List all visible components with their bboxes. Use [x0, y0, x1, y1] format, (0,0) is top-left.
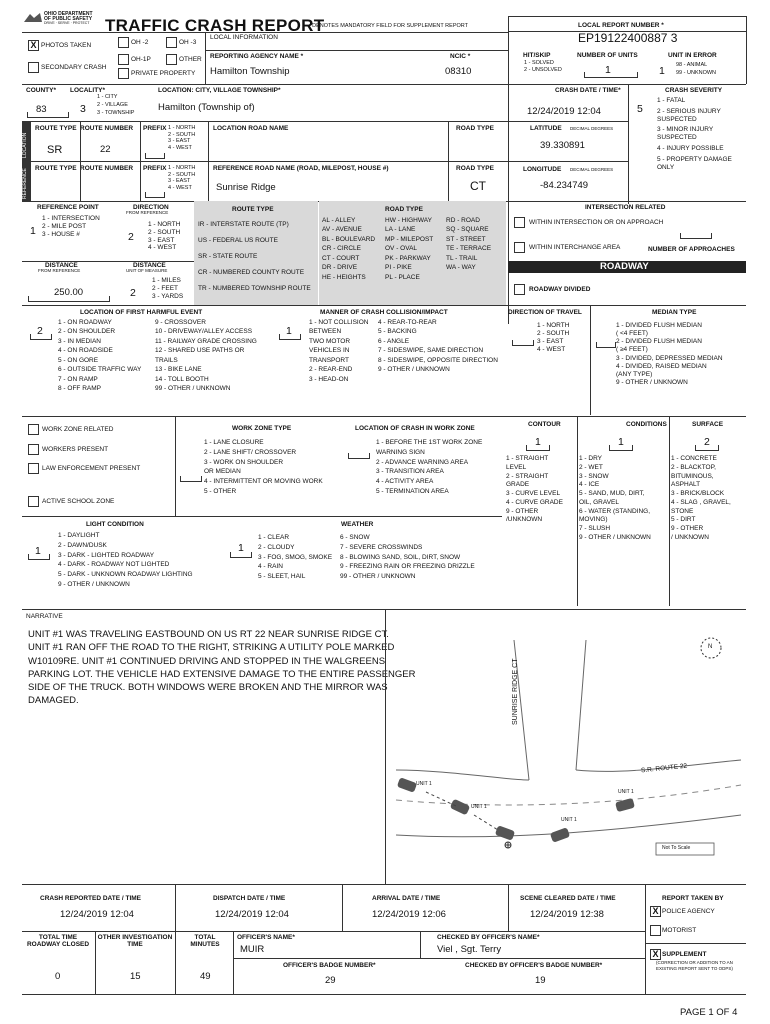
- location-road-type-label: ROAD TYPE: [456, 125, 494, 132]
- longitude-value: -84.234749: [540, 180, 589, 191]
- oh3-label: OH -3: [179, 39, 197, 46]
- logo-line-3: DRIVE · SERVE · PROTECT: [44, 21, 90, 25]
- logo-emblem-icon: [22, 12, 44, 26]
- oh1p-label: OH-1P: [131, 56, 151, 63]
- work-zone-location-label: LOCATION OF CRASH IN WORK ZONE: [355, 425, 475, 432]
- cleared-label: SCENE CLEARED DATE / TIME: [520, 895, 616, 902]
- dispatch-label: DISPATCH DATE / TIME: [213, 895, 286, 902]
- workers-present-checkbox[interactable]: [28, 444, 39, 455]
- ncic-value: 08310: [445, 66, 472, 77]
- county-value: 83: [36, 104, 47, 115]
- ref-road-name-label: REFERENCE ROAD NAME (ROAD, MILEPOST, HOUSE #): [213, 165, 389, 172]
- ref-road-type-label: ROAD TYPE: [456, 165, 494, 172]
- unit-error-label: UNIT IN ERROR: [668, 52, 717, 59]
- direction-options: 1 - NORTH 2 - SOUTH 3 - EAST 4 - WEST: [148, 221, 181, 252]
- checked-by-name-label: CHECKED BY OFFICER'S NAME*: [437, 934, 540, 941]
- unit-label-1: UNIT 1: [416, 781, 432, 787]
- street-label-vertical: SUNRISE RIDGE CT: [512, 658, 519, 725]
- conditions-label: CONDITIONS: [626, 421, 667, 428]
- local-report-number: EP19122400887 3: [578, 31, 678, 45]
- unit-marker-4: [550, 827, 570, 843]
- prefix-label: PREFIX: [143, 125, 167, 132]
- unit-error-98: 98 - ANIMAL: [676, 62, 708, 68]
- surface-options: 1 - CONCRETE 2 - BLACKTOP, BITUMINOUS, ASPHALT 3 - BRICK/BLOCK 4 - SLAG , GRAVEL, STONE 5 - DIRT 9 - OTHER / UNKNOWN: [671, 455, 731, 541]
- direction-travel-options: 1 - NORTH 2 - SOUTH 3 - EAST 4 - WEST: [537, 322, 570, 354]
- weather-value: 1: [238, 542, 244, 554]
- harmful-event-value: 2: [37, 325, 43, 337]
- other-checkbox[interactable]: [166, 54, 177, 65]
- agency-name: Hamilton Township: [210, 66, 290, 77]
- within-interchange-label: WITHIN INTERCHANGE AREA: [529, 244, 621, 251]
- work-zone-location-options: 1 - BEFORE THE 1ST WORK ZONE WARNING SIGN 2 - ADVANCE WARNING AREA 3 - TRANSITION AREA 4 - ACTIVITY AREA 5 - TERMINATION AREA: [376, 439, 483, 495]
- latitude-sub: DECIMAL DEGREES: [570, 126, 614, 131]
- locality-value: 3: [80, 103, 86, 115]
- logo-line-2: OF PUBLIC SAFETY: [44, 16, 93, 22]
- work-zone-type-label: WORK ZONE TYPE: [232, 425, 292, 432]
- locality-opt3: 3 - TOWNSHIP: [97, 110, 135, 116]
- ref-road-type-value: CT: [470, 179, 486, 193]
- locality-opt1: 1 - CITY: [97, 94, 118, 100]
- arrival-value: 12/24/2019 12:06: [372, 909, 446, 920]
- work-zone-type-options: 1 - LANE CLOSURE 2 - LANE SHIFT/ CROSSOVER 3 - WORK ON SHOULDER OR MEDIAN 4 - INTERMITTENT OR MOVING WORK 5 - OTHER: [204, 439, 323, 495]
- private-property-checkbox[interactable]: [118, 68, 129, 79]
- harmful-event-label: LOCATION OF FIRST HARMFUL EVENT: [80, 309, 203, 316]
- contour-options: 1 - STRAIGHT LEVEL 2 - STRAIGHT GRADE 3 - CURVE LEVEL 4 - CURVE GRADE 9 - OTHER /UNKNOWN: [506, 455, 563, 524]
- ncic-label: NCIC *: [450, 53, 471, 60]
- school-zone-checkbox[interactable]: [28, 496, 39, 507]
- mandatory-note: *DENOTES MANDATORY FIELD FOR SUPPLEMENT REPORT: [310, 23, 469, 29]
- road-type-col1: AL - ALLEY AV - AVENUE BL - BOULEVARD CR - CIRCLE CT - COURT DR - DRIVE HE - HEIGHTS: [322, 217, 376, 281]
- latitude-label: LATITUDE: [530, 125, 562, 132]
- crash-severity-value: 5: [637, 103, 643, 115]
- road-type-table-label: ROAD TYPE: [385, 206, 423, 213]
- ref-prefix-options: 1 - NORTH 2 - SOUTH 3 - EAST 4 - WEST: [168, 165, 196, 191]
- route-type-table-label: ROUTE TYPE: [232, 206, 274, 213]
- motorist-label: MOTORIST: [662, 927, 697, 934]
- street-label-horizontal: S.R. ROUTE 22: [640, 762, 688, 775]
- county-label: COUNTY*: [26, 87, 56, 94]
- locality-opt2: 2 - VILLAGE: [97, 102, 128, 108]
- location-side-label: LOCATION: [22, 132, 28, 158]
- light-condition-options: 1 - DAYLIGHT 2 - DAWN/DUSK 3 - DARK - LIGHTED ROADWAY 4 - DARK - ROADWAY NOT LIGHTED 5 - DARK - UNKNOWN ROADWAY LIGHTING 9 - OTHER / UNKNOWN: [58, 532, 193, 588]
- officer-badge-label: OFFICER'S BADGE NUMBER*: [283, 962, 376, 969]
- not-to-scale-label: Not To Scale: [662, 845, 691, 851]
- crash-diagram: [386, 610, 746, 884]
- prefix-options: 1 - NORTH 2 - SOUTH 3 - EAST 4 - WEST: [168, 125, 196, 151]
- weather-col2: 6 - SNOW 7 - SEVERE CROSSWINDS 8 - BLOWING SAND, SOIL, DIRT, SNOW 9 - FREEZING RAIN OR FREEZING DRIZZLE 99 - OTHER / UNKNOWN: [340, 534, 475, 580]
- route-type-item-2: US - FEDERAL US ROUTE: [198, 237, 278, 244]
- other-label: OTHER: [179, 56, 202, 63]
- law-enforcement-label: LAW ENFORCEMENT PRESENT: [42, 465, 141, 472]
- severity-opt2: 2 - SERIOUS INJURY SUSPECTED: [657, 107, 721, 123]
- reference-side-label: REFERENCE: [22, 168, 28, 199]
- private-property-label: PRIVATE PROPERTY: [131, 70, 196, 77]
- oh2-label: OH -2: [131, 39, 149, 46]
- ref-prefix-label: PREFIX: [143, 165, 167, 172]
- road-type-col3: RD - ROAD SQ - SQUARE ST - STREET TE - TERRACE TL - TRAIL WA - WAY: [446, 217, 492, 272]
- severity-opt4: 4 - INJURY POSSIBLE: [657, 144, 724, 152]
- weather-col1: 1 - CLEAR 2 - CLOUDY 3 - FOG, SMOG, SMOKE 4 - RAIN 5 - SLEET, HAIL: [258, 534, 333, 580]
- checked-badge-label: CHECKED BY OFFICER'S BADGE NUMBER*: [465, 962, 603, 969]
- unit-measure-options: 1 - MILES 2 - FEET 3 - YARDS: [152, 277, 184, 300]
- route-type-label: ROUTE TYPE: [35, 125, 77, 132]
- reported-label: CRASH REPORTED DATE / TIME: [40, 895, 141, 902]
- supplement-label: SUPPLEMENT: [662, 951, 707, 958]
- severity-opt5: 5 - PROPERTY DAMAGE ONLY: [657, 155, 732, 171]
- officer-name-label: OFFICER'S NAME*: [237, 934, 295, 941]
- harmful-event-col1: 1 - ON ROADWAY 2 - ON SHOULDER 3 - IN MEDIAN 4 - ON ROADSIDE 5 - ON GORE 6 - OUTSIDE TRAFFIC WAY 7 - ON RAMP 8 - OFF RAMP: [58, 319, 142, 392]
- unit-measure-value: 2: [130, 287, 136, 299]
- total-minutes-label: TOTAL MINUTES: [190, 934, 220, 949]
- hitskip-opt2: 2 - UNSOLVED: [524, 67, 562, 73]
- median-type-label: MEDIAN TYPE: [652, 309, 697, 316]
- ref-point-label: REFERENCE POINT: [37, 204, 99, 211]
- roadway-divided-label: ROADWAY DIVIDED: [529, 286, 591, 293]
- unit-error-value: 1: [659, 65, 665, 77]
- narrative-label: NARRATIVE: [26, 613, 63, 620]
- within-intersection-label: WITHIN INTERSECTION OR ON APPROACH: [529, 219, 664, 226]
- agency-label: REPORTING AGENCY NAME *: [210, 53, 304, 60]
- secondary-crash-label: SECONDARY CRASH: [41, 64, 107, 71]
- law-enforcement-checkbox[interactable]: [28, 463, 39, 474]
- harmful-event-col2: 9 - CROSSOVER 10 - DRIVEWAY/ALLEY ACCESS 11 - RAILWAY GRADE CROSSING 12 - SHARED USE PATHS OR TRAILS 13 - BIKE LANE 14 - TOLL BOOTH 99 - OTHER / UNKNOWN: [155, 319, 257, 392]
- route-type-item-3: SR - STATE ROUTE: [198, 253, 258, 260]
- oh1p-checkbox[interactable]: [118, 54, 129, 65]
- unit-measure-sub: UNIT OF MEASURE: [126, 268, 168, 273]
- contour-label: CONTOUR: [528, 421, 561, 428]
- crash-date-value: 12/24/2019 12:04: [527, 106, 601, 117]
- unit-marker-5: [615, 798, 635, 812]
- weather-label: WEATHER: [341, 521, 374, 528]
- officer-badge-value: 29: [325, 975, 336, 986]
- locality-label: LOCALITY*: [70, 87, 106, 94]
- crash-severity-label: CRASH SEVERITY: [665, 87, 723, 94]
- location-road-name-label: LOCATION ROAD NAME: [213, 125, 289, 132]
- total-closed-label: TOTAL TIME ROADWAY CLOSED: [26, 934, 90, 949]
- unit-marker-3: [495, 825, 515, 841]
- within-intersection-checkbox[interactable]: [514, 217, 525, 228]
- route-number-label: ROUTE NUMBER: [80, 125, 134, 132]
- manner-col2: 4 - REAR-TO-REAR 5 - BACKING 6 - ANGLE 7 - SIDESWIPE, SAME DIRECTION 8 - SIDESWIPE, OPPOSITE DIRECTION 9 - OTHER / UNKNOWN: [378, 319, 498, 374]
- severity-options: [657, 97, 737, 171]
- arrival-label: ARRIVAL DATE / TIME: [372, 895, 441, 902]
- oh2-checkbox[interactable]: [118, 37, 129, 48]
- longitude-label: LONGITUDE: [523, 166, 562, 173]
- direction-value: 2: [128, 231, 134, 243]
- severity-opt3: 3 - MINOR INJURY SUSPECTED: [657, 126, 714, 142]
- local-report-number-label: LOCAL REPORT NUMBER *: [578, 22, 664, 29]
- intersection-related-label: INTERSECTION RELATED: [585, 204, 666, 211]
- location-value: Hamilton (Township of): [158, 102, 255, 113]
- light-condition-value: 1: [35, 545, 41, 557]
- officer-name-value: MUIR: [240, 944, 265, 955]
- cleared-value: 12/24/2019 12:38: [530, 909, 604, 920]
- photos-taken-checkbox[interactable]: X: [28, 40, 39, 51]
- conditions-options: 1 - DRY 2 - WET 3 - SNOW 4 - ICE 5 - SAND, MUD, DIRT, OIL, GRAVEL 6 - WATER (STANDING, MOVING) 7 - SLUSH 9 - OTHER / UNKNOWN: [579, 455, 651, 541]
- light-condition-label: LIGHT CONDITION: [86, 521, 144, 528]
- direction-sub: FROM REFERENCE: [126, 210, 169, 215]
- photos-taken-label: PHOTOS TAKEN: [41, 42, 92, 49]
- reported-value: 12/24/2019 12:04: [60, 909, 134, 920]
- supplement-note: (CORRECTION OR ADDITION TO AN EXISTING REPORT SENT TO ODPS): [656, 960, 733, 971]
- route-type-item-5: TR - NUMBERED TOWNSHIP ROUTE: [198, 285, 311, 292]
- ref-road-name-value: Sunrise Ridge: [216, 182, 276, 193]
- hitskip-label: HIT/SKIP: [523, 52, 551, 59]
- ref-point-value: 1: [30, 225, 36, 237]
- route-type-item-1: IR - INTERSTATE ROUTE (TP): [198, 221, 289, 228]
- police-agency-label: POLICE AGENCY: [662, 908, 715, 915]
- total-minutes-value: 49: [200, 971, 211, 982]
- unit-measure-label: DISTANCE: [133, 262, 166, 269]
- crash-date-label: CRASH DATE / TIME*: [555, 87, 621, 94]
- route-type-item-4: CR - NUMBERED COUNTY ROUTE: [198, 269, 305, 276]
- police-agency-checkbox[interactable]: X: [650, 906, 661, 917]
- narrative-text: UNIT #1 WAS TRAVELING EASTBOUND ON US RT 22 NEAR SUNRISE RIDGE CT. UNIT #1 RAN OFF THE ROAD TO THE RIGHT, STRIKING A UTILITY POLE MARKED W10109RE. UNIT #1 CONTINUED DRIVING AND STOPPED IN THE WALGREENS PARKING LOT. THE VEHICLE HAD EXTENSIVE DAMAGE TO THE ENTIRE PASSENGER SIDE OF THE TRUCK. BOTH WINDOWS WERE BROKEN AND THE MIRROR WAS DAMAGED.: [28, 629, 416, 707]
- contour-value: 1: [535, 436, 541, 448]
- distance-value: 250.00: [54, 287, 84, 298]
- unit-label-4: UNIT 1: [618, 789, 634, 795]
- unit-label-2: UNIT 1: [471, 804, 487, 810]
- longitude-sub: DECIMAL DEGREES: [570, 167, 614, 172]
- roadway-header: ROADWAY: [600, 261, 649, 272]
- surface-label: SURFACE: [692, 421, 724, 428]
- latitude-value: 39.330891: [540, 140, 585, 151]
- work-zone-related-label: WORK ZONE RELATED: [42, 426, 114, 433]
- within-interchange-checkbox[interactable]: [514, 242, 525, 253]
- distance-sub: FROM REFERENCE: [38, 268, 81, 273]
- local-information-label: LOCAL INFORMATION: [210, 34, 278, 41]
- report-taken-label: REPORT TAKEN BY: [662, 895, 724, 902]
- work-zone-related-checkbox[interactable]: [28, 424, 39, 435]
- unit-error-99: 99 - UNKNOWN: [676, 70, 717, 76]
- logo-line-1: OHIO DEPARTMENT: [44, 11, 93, 17]
- ref-route-type-label: ROUTE TYPE: [35, 165, 77, 172]
- conditions-value: 1: [618, 436, 624, 448]
- severity-opt1: 1 - FATAL: [657, 97, 686, 104]
- ref-route-number-label: ROUTE NUMBER: [80, 165, 134, 172]
- utility-pole-icon: [505, 842, 511, 848]
- unit-marker-1: [397, 777, 417, 793]
- secondary-crash-checkbox[interactable]: [28, 62, 39, 73]
- page-number: PAGE 1 OF 4: [680, 1007, 738, 1018]
- unit-marker-2: [450, 799, 471, 816]
- surface-value: 2: [704, 436, 710, 448]
- supplement-checkbox[interactable]: X: [650, 949, 661, 960]
- route-number-value: 22: [100, 144, 111, 155]
- other-investigation-label: OTHER INVESTIGATION TIME: [97, 934, 173, 949]
- checked-by-name-value: Viel , Sgt. Terry: [437, 944, 502, 955]
- units-value: 1: [605, 64, 611, 76]
- manner-label: MANNER OF CRASH COLLISION/IMPACT: [320, 309, 448, 316]
- units-label: NUMBER OF UNITS: [577, 52, 638, 59]
- oh3-checkbox[interactable]: [166, 37, 177, 48]
- report-title: TRAFFIC CRASH REPORT: [105, 16, 325, 35]
- motorist-checkbox[interactable]: [650, 925, 661, 936]
- dispatch-value: 12/24/2019 12:04: [215, 909, 289, 920]
- manner-value: 1: [286, 325, 292, 337]
- ref-point-options: 1 - INTERSECTION 2 - MILE POST 3 - HOUSE #: [42, 215, 100, 238]
- north-label: N: [708, 644, 713, 650]
- route-type-value: SR: [47, 144, 63, 156]
- direction-label: DIRECTION: [133, 204, 169, 211]
- roadway-divided-checkbox[interactable]: [514, 284, 525, 295]
- median-type-options: 1 - DIVIDED FLUSH MEDIAN ( <4 FEET) 2 - DIVIDED FLUSH MEDIAN ( ≥4 FEET) 3 - DIVIDED, DEPRESSED MEDIAN 4 - DIVIDED, RAISED MEDIAN (ANY TYPE) 9 - OTHER / UNKNOWN: [616, 322, 723, 386]
- checked-badge-value: 19: [535, 975, 546, 986]
- total-closed-value: 0: [55, 971, 61, 982]
- direction-travel-label: DIRECTION OF TRAVEL: [508, 309, 582, 316]
- road-type-col2: HW - HIGHWAY LA - LANE MP - MILEPOST OV - OVAL PK - PARKWAY PI - PIKE PL - PLACE: [385, 217, 434, 281]
- distance-label: DISTANCE: [45, 262, 78, 269]
- manner-col1: 1 - NOT COLLISION BETWEEN TWO MOTOR VEHICLES IN TRANSPORT 2 - REAR-END 3 - HEAD-ON: [309, 319, 369, 383]
- other-investigation-value: 15: [130, 971, 141, 982]
- school-zone-label: ACTIVE SCHOOL ZONE: [42, 498, 115, 505]
- number-of-approaches-label: NUMBER OF APPROACHES: [648, 246, 735, 253]
- location-label: LOCATION: CITY, VILLAGE TOWNSHIP*: [158, 87, 281, 94]
- workers-present-label: WORKERS PRESENT: [42, 446, 109, 453]
- unit-label-3: UNIT 1: [561, 817, 577, 823]
- hitskip-opt1: 1 - SOLVED: [524, 60, 554, 66]
